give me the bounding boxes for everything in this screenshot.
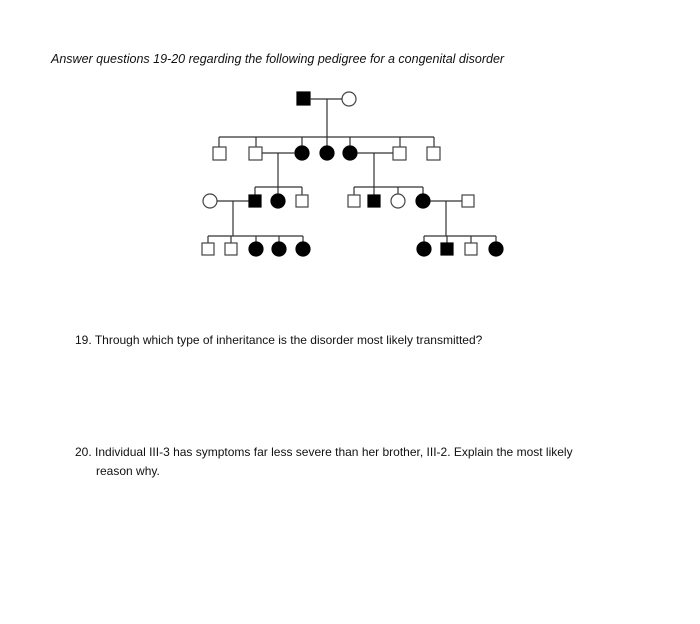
pedigree-I-2-unaffected-female [342, 92, 356, 106]
pedigree-III-affected-female-right [416, 194, 430, 208]
pedigree-II-4-affected-female [320, 146, 334, 160]
pedigree-IV-affected-female-right [417, 242, 431, 256]
pedigree-III-affected-male-right [368, 195, 380, 207]
pedigree-III-unaffected-male [296, 195, 308, 207]
pedigree-II-5-affected-female [343, 146, 357, 160]
pedigree-II-3-affected-female [295, 146, 309, 160]
question-20-number: 20. [75, 445, 92, 459]
question-19-text: Through which type of inheritance is the disorder most likely transmitted? [94, 333, 483, 347]
question-20-continuation: reason why. [96, 464, 160, 478]
pedigree-II-7-unaffected-male [427, 147, 440, 160]
pedigree-IV-affected-female [272, 242, 286, 256]
pedigree-II-2-unaffected-male [249, 147, 262, 160]
pedigree-III-affected-female [271, 194, 285, 208]
pedigree-III-spouse-unaffected-female [203, 194, 217, 208]
question-20 [75, 443, 635, 481]
pedigree-III-affected-male [249, 195, 261, 207]
pedigree-II-1-unaffected-male [213, 147, 226, 160]
pedigree-III-unaffected-male-right [348, 195, 360, 207]
pedigree-II-6-unaffected-male [393, 147, 406, 160]
pedigree-I-1-affected-male [297, 92, 310, 105]
instructions-text: Answer questions 19-20 regarding the following pedigree for a congenital disorder [51, 52, 505, 66]
pedigree-IV-affected-male-right [441, 243, 453, 255]
pedigree-IV-affected-female-right [489, 242, 503, 256]
question-19 [75, 331, 482, 350]
pedigree-III-unaffected-female-right [391, 194, 405, 208]
pedigree-IV-unaffected-male [225, 243, 237, 255]
pedigree-chart [0, 0, 700, 300]
pedigree-IV-unaffected-male-right [465, 243, 477, 255]
pedigree-III-spouse-unaffected-male [462, 195, 474, 207]
pedigree-IV-affected-female [249, 242, 263, 256]
pedigree-IV-affected-female [296, 242, 310, 256]
question-19-number: 19. [75, 333, 92, 347]
question-20-text: Individual III-3 has symptoms far less severe than her brother, III-2. Explain the most likely [95, 445, 573, 459]
pedigree-IV-unaffected-male [202, 243, 214, 255]
